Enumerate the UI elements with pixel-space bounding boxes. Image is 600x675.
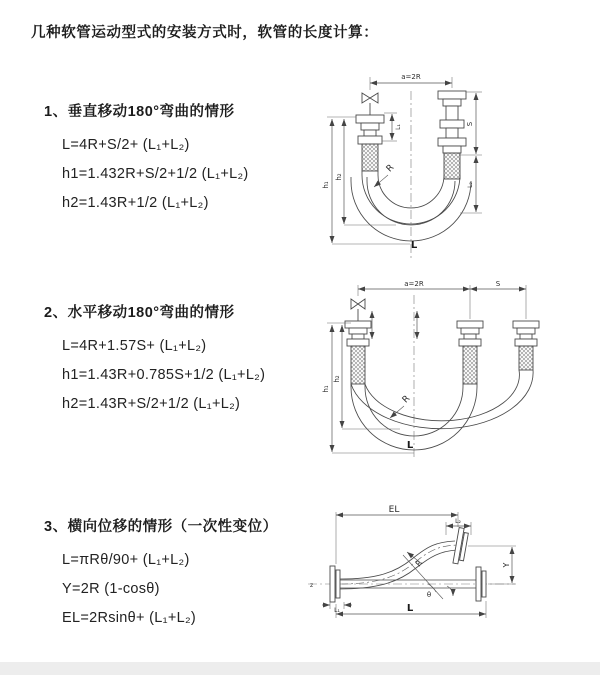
formula-line: h2=1.43R+S/2+1/2 (L₁+L₂) bbox=[62, 396, 241, 412]
dim-label-h2: h₂ bbox=[335, 173, 343, 181]
section-heading: 2、水平移动180°弯曲的情形 bbox=[44, 305, 235, 321]
dim-span-a2r bbox=[370, 73, 452, 90]
dim-label-h2: h₂ bbox=[333, 375, 341, 383]
formula-line: Y=2R (1-cosθ) bbox=[62, 581, 160, 597]
section-heading: 3、横向位移的情形（一次性变位） bbox=[44, 519, 278, 535]
centerline-mark: z bbox=[310, 582, 314, 589]
pipe-left bbox=[356, 115, 384, 171]
dim-label-length: L bbox=[410, 240, 418, 251]
angle-construction bbox=[403, 555, 453, 599]
dim-radius bbox=[407, 552, 425, 568]
valve-icon bbox=[351, 299, 365, 321]
pipe-right-displaced bbox=[513, 321, 539, 370]
dim-label-h1: h₁ bbox=[322, 181, 330, 189]
dim-span-a2r bbox=[358, 280, 526, 319]
page-title: 几种软管运动型式的安装方式时，软管的长度计算： bbox=[31, 25, 379, 41]
dim-length bbox=[336, 601, 486, 618]
formula-line: h1=1.43R+0.785S+1/2 (L₁+L₂) bbox=[62, 367, 266, 383]
dim-label-y: Y bbox=[502, 562, 511, 568]
formula-line: L=4R+1.57S+ (L₁+L₂) bbox=[62, 338, 207, 354]
dim-label-l2: L₂ bbox=[455, 518, 461, 525]
reference-arrows bbox=[372, 311, 417, 339]
dim-label-h1: h₁ bbox=[322, 385, 330, 393]
dim-label-theta: θ bbox=[426, 591, 432, 599]
dim-label-radius: R bbox=[413, 558, 425, 569]
section-heading: 1、垂直移动180°弯曲的情形 bbox=[44, 104, 235, 120]
dim-label-length: L bbox=[406, 440, 414, 451]
dim-fitting-left bbox=[382, 113, 402, 141]
dim-label-el: EL bbox=[388, 505, 400, 515]
dim-right-s bbox=[460, 92, 482, 213]
pipe-right bbox=[438, 91, 466, 179]
dim-label-l1: L₁ bbox=[334, 607, 340, 614]
dim-label-l1: L₁ bbox=[395, 124, 402, 130]
dim-offset-y bbox=[468, 546, 516, 584]
section-lateral-displacement bbox=[44, 517, 324, 637]
flange-right-displaced bbox=[453, 528, 469, 565]
pipe-left bbox=[345, 321, 371, 384]
dim-label-l2: L₂ bbox=[467, 182, 474, 188]
valve-icon bbox=[362, 93, 378, 115]
dim-el bbox=[336, 505, 458, 564]
formula-line: EL=2Rsinθ+ (L₁+L₂) bbox=[62, 610, 197, 626]
dim-label-shift: S bbox=[495, 280, 501, 288]
dim-label-s: S bbox=[466, 121, 474, 127]
diagram-horizontal-180 bbox=[310, 277, 600, 463]
formula-line: L=4R+S/2+ (L₁+L₂) bbox=[62, 137, 190, 153]
formula-line: h1=1.432R+S/2+1/2 (L₁+L₂) bbox=[62, 166, 249, 182]
dim-label-radius: R bbox=[384, 162, 397, 175]
dim-label-span: a=2R bbox=[401, 73, 421, 81]
diagram-vertical-180 bbox=[308, 67, 593, 263]
page-bottom-strip bbox=[0, 662, 600, 675]
section-vertical-180 bbox=[44, 102, 314, 222]
formula-line: L=πRθ/90+ (L₁+L₂) bbox=[62, 552, 190, 568]
dim-label-length: L bbox=[406, 603, 414, 614]
hose-s-curve bbox=[340, 541, 457, 589]
flange-left bbox=[330, 566, 340, 602]
diagram-lateral-displacement bbox=[300, 502, 600, 647]
section-horizontal-180 bbox=[44, 303, 314, 423]
dim-fitting-left bbox=[322, 602, 352, 614]
formula-line: h2=1.43R+1/2 (L₁+L₂) bbox=[62, 195, 209, 211]
dim-label-span: a=2R bbox=[404, 280, 424, 288]
hose-curves bbox=[351, 370, 533, 450]
pipe-middle bbox=[457, 321, 483, 384]
dim-label-radius: R bbox=[400, 393, 413, 406]
flange-right-original bbox=[476, 567, 486, 601]
